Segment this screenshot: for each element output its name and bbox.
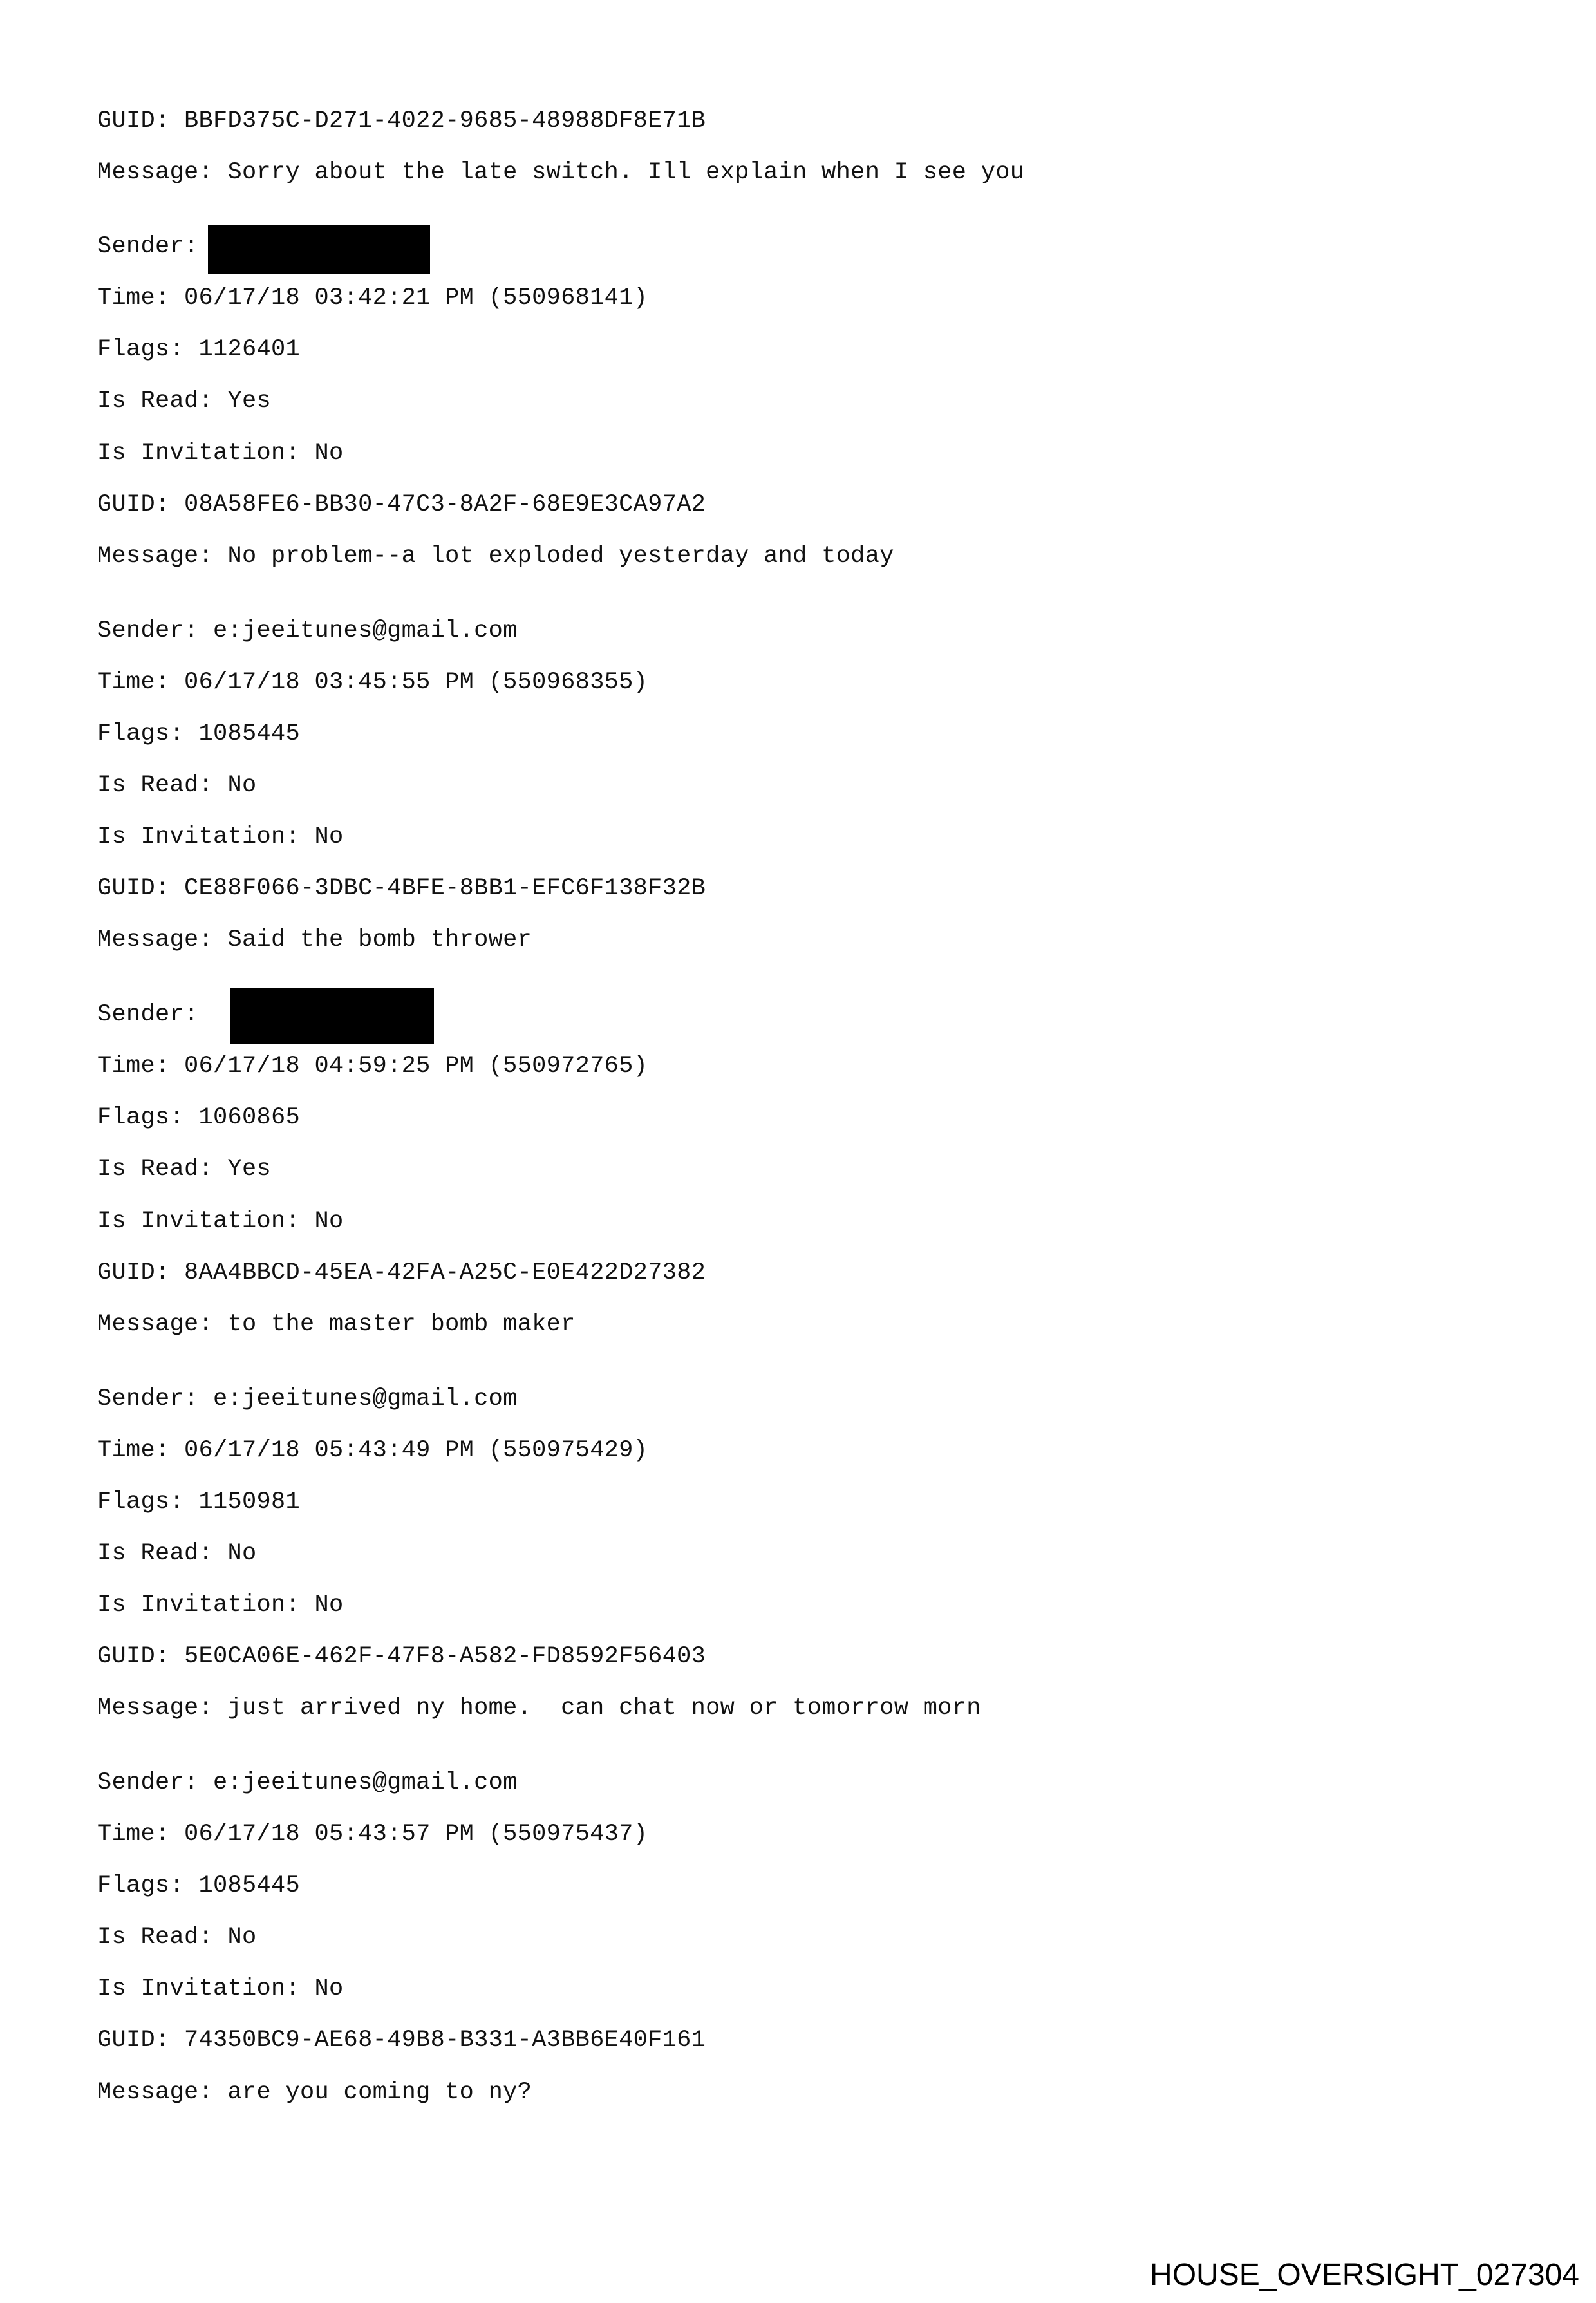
guid-line: GUID: 08A58FE6-BB30-47C3-8A2F-68E9E3CA97A2 bbox=[97, 491, 706, 518]
message-line: Message: No problem--a lot exploded yesterday and today bbox=[97, 543, 894, 570]
guid-line: GUID: BBFD375C-D271-4022-9685-48988DF8E71B bbox=[97, 108, 706, 135]
flags-line: Flags: 1150981 bbox=[97, 1489, 301, 1516]
message-line: Message: Said the bomb thrower bbox=[97, 926, 532, 954]
is-read-line: Is Read: Yes bbox=[97, 388, 272, 415]
message-line: Message: Sorry about the late switch. Ill explain when I see you bbox=[97, 159, 1025, 186]
is-invitation-line: Is Invitation: No bbox=[97, 1208, 344, 1235]
message-line: Message: just arrived ny home. can chat now or tomorrow morn bbox=[97, 1695, 981, 1722]
guid-line: GUID: 8AA4BBCD-45EA-42FA-A25C-E0E422D27382 bbox=[97, 1259, 706, 1286]
is-read-line: Is Read: No bbox=[97, 772, 257, 799]
sender-line: Sender: e:jeeitunes@gmail.com bbox=[97, 1769, 518, 1796]
guid-line: GUID: 74350BC9-AE68-49B8-B331-A3BB6E40F161 bbox=[97, 2027, 706, 2054]
is-read-line: Is Read: Yes bbox=[97, 1156, 272, 1183]
is-invitation-line: Is Invitation: No bbox=[97, 1975, 344, 2002]
guid-line: GUID: 5E0CA06E-462F-47F8-A582-FD8592F56403 bbox=[97, 1643, 706, 1670]
bates-number: HOUSE_OVERSIGHT_027304 bbox=[1150, 2258, 1579, 2292]
flags-line: Flags: 1085445 bbox=[97, 720, 301, 747]
redaction-box bbox=[208, 225, 430, 274]
guid-line: GUID: CE88F066-3DBC-4BFE-8BB1-EFC6F138F32B bbox=[97, 875, 706, 902]
message-line: Message: are you coming to ny? bbox=[97, 2079, 532, 2106]
time-line: Time: 06/17/18 03:42:21 PM (550968141) bbox=[97, 285, 648, 312]
redaction-box bbox=[230, 988, 434, 1044]
time-line: Time: 06/17/18 05:43:49 PM (550975429) bbox=[97, 1437, 648, 1464]
is-invitation-line: Is Invitation: No bbox=[97, 823, 344, 851]
flags-line: Flags: 1085445 bbox=[97, 1872, 301, 1899]
is-read-line: Is Read: No bbox=[97, 1540, 257, 1567]
flags-line: Flags: 1126401 bbox=[97, 336, 301, 363]
is-read-line: Is Read: No bbox=[97, 1924, 257, 1951]
sender-line: Sender: bbox=[97, 1001, 199, 1028]
time-line: Time: 06/17/18 05:43:57 PM (550975437) bbox=[97, 1821, 648, 1848]
sender-line: Sender: bbox=[97, 233, 199, 260]
is-invitation-line: Is Invitation: No bbox=[97, 440, 344, 467]
is-invitation-line: Is Invitation: No bbox=[97, 1592, 344, 1619]
time-line: Time: 06/17/18 03:45:55 PM (550968355) bbox=[97, 669, 648, 696]
flags-line: Flags: 1060865 bbox=[97, 1104, 301, 1131]
sender-line: Sender: e:jeeitunes@gmail.com bbox=[97, 1386, 518, 1413]
sender-line: Sender: e:jeeitunes@gmail.com bbox=[97, 617, 518, 644]
time-line: Time: 06/17/18 04:59:25 PM (550972765) bbox=[97, 1053, 648, 1080]
message-line: Message: to the master bomb maker bbox=[97, 1311, 576, 1338]
